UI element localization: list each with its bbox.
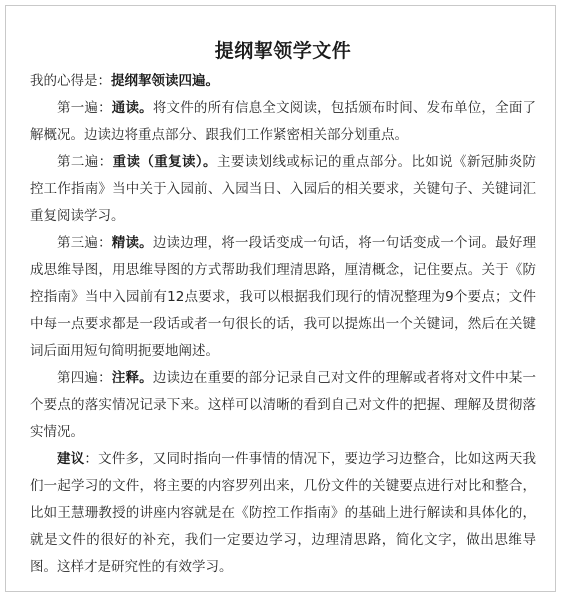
pass-2-bold: 重读（重复读）。	[112, 154, 217, 170]
pass-2-text: 主要读划线或标记的重点部分。比如说《新冠肺炎防控工作指南》当中关于入园前、入园当日、入园后的相关要求，关键句子、关键词汇重复阅读学习。	[30, 154, 537, 224]
pass-1-bold: 通读。	[111, 100, 153, 116]
document-title: 提纲挈领学文件	[214, 40, 352, 62]
pass-1-text: 将文件的所有信息全文阅读，包括颁布时间、发布单位，全面了解概况。边读边将重点部分、跟我们工作紧密相关部分划重点。	[30, 100, 537, 143]
pass-1-paragraph	[30, 95, 536, 149]
pass-2-paragraph	[30, 149, 536, 230]
pass-3-text: 边读边理，将一段话变成一句话，将一句话变成一个词。最好理成思维导图，用思维导图的方式帮助我们理清思路，厘清概念，记住要点。关于《防控指南》当中入园前有12点要求，我可以根据我们现行的情况整理为9个要点；文件中每一点要求都是一段话或者一句很长的话，我可以提炼出一个关键词，然后在关键词后面用短句简明扼要地阐述。	[30, 235, 537, 359]
suggestion-paragraph	[30, 446, 536, 581]
pass-3-bold: 精读。	[111, 235, 153, 251]
pass-4-bold: 注释。	[111, 370, 153, 386]
intro-prefix: 我的心得是：	[30, 73, 111, 89]
pass-1-label: 第一遍：	[57, 100, 112, 116]
suggestion-bold: 建议	[57, 451, 85, 467]
pass-4-paragraph	[30, 365, 536, 446]
document-page	[5, 5, 556, 592]
pass-4-text: 边读边在重要的部分记录自己对文件的理解或者将对文件中某一个要点的落实情况记录下来。这样可以清晰的看到自己对文件的把握、理解及贯彻落实情况。	[30, 370, 537, 440]
intro-bold: 提纲挈领读四遍。	[111, 73, 219, 89]
suggestion-text: ：文件多，又同时指向一件事情的情况下，要边学习边整合，比如这两天我们一起学习的文件，将主要的内容罗列出来，几份文件的关键要点进行对比和整合，比如王慧珊教授的讲座内容就是在《防控工作指南》的基础上进行解读和具体化的，就是文件的很好的补充，我们一定要边学习，边理清思路，简化文字，做出思维导图。这样才是研究性的有效学习。	[30, 451, 537, 575]
pass-2-label: 第二遍：	[57, 154, 113, 170]
document-body	[30, 38, 536, 581]
pass-3-paragraph	[30, 230, 536, 365]
intro-paragraph	[30, 68, 536, 95]
pass-4-label: 第四遍：	[57, 370, 112, 386]
pass-3-label: 第三遍：	[57, 235, 112, 251]
